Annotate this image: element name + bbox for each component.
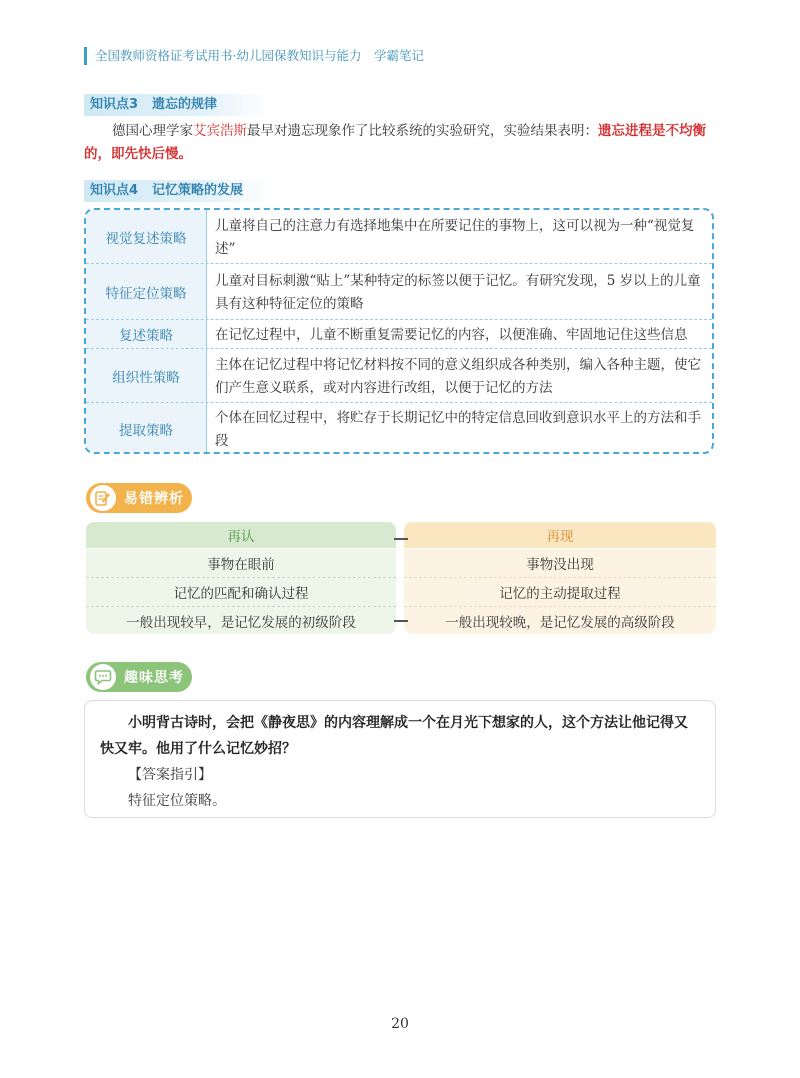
fun-question: 小明背古诗时，会把《静夜思》的内容理解成一个在月光下想家的人，这个方法让他记得又快又牢。他用了什么记忆妙招？ — [100, 715, 688, 757]
kp3-text-1: 德国心理学家 — [112, 123, 193, 139]
strategy-desc: 主体在记忆过程中将记忆材料按不同的意义组织成各种类别，编入各种主题，使它们产生意义联系，或对内容进行改组，以便于记忆的方法 — [206, 349, 712, 402]
kp3-paragraph — [84, 120, 716, 166]
strategy-desc: 在记忆过程中，儿童不断重复需要记忆的内容，以便准确、牢固地记住这些信息 — [206, 320, 712, 348]
kp3-number: 知识点3 — [90, 97, 139, 112]
kp4-number: 知识点4 — [90, 183, 139, 198]
speech-bubble-icon — [90, 664, 116, 690]
compare-connector — [394, 538, 408, 540]
strategy-row — [86, 320, 712, 348]
strategy-row — [86, 403, 712, 454]
kp3-heading — [84, 94, 270, 116]
notepad-pencil-icon — [90, 485, 116, 511]
recall-header: 再现 — [404, 522, 716, 548]
running-header: 全国教师资格证考试用书·幼儿园保教知识与能力 学霸笔记 — [84, 47, 424, 65]
recognition-header: 再认 — [86, 522, 396, 548]
strategy-name: 复述策略 — [86, 320, 206, 348]
strategy-desc: 儿童将自己的注意力有选择地集中在所要记住的事物上，这可以视为一种“视觉复述” — [206, 210, 712, 263]
fun-thinking-label: 趣味思考 — [124, 670, 184, 686]
strategy-name: 提取策略 — [86, 403, 206, 454]
kp3-title: 遗忘的规律 — [152, 97, 218, 112]
recognition-cell: 记忆的匹配和确认过程 — [86, 578, 396, 606]
strategy-name: 特征定位策略 — [86, 264, 206, 319]
fun-thinking-badge — [86, 662, 192, 692]
strategy-desc: 儿童对目标刺激“贴上”某种特定的标签以便于记忆。有研究发现，5 岁以上的儿童具有这种特征定位的策略 — [206, 264, 712, 319]
recall-cell: 事物没出现 — [404, 549, 716, 577]
recognition-cell: 一般出现较早，是记忆发展的初级阶段 — [86, 607, 396, 634]
strategy-name: 视觉复述策略 — [86, 210, 206, 263]
kp3-text-2: 最早对遗忘现象作了比较系统的实验研究，实验结果表明： — [247, 123, 598, 139]
kp3-name-highlight: 艾宾浩斯 — [193, 123, 247, 139]
recognition-cell: 事物在眼前 — [86, 549, 396, 577]
recognition-column — [86, 522, 396, 634]
strategy-name: 组织性策略 — [86, 349, 206, 402]
answer-text: 特征定位策略。 — [128, 793, 226, 809]
page-number: 20 — [391, 1016, 409, 1032]
recall-cell: 记忆的主动提取过程 — [404, 578, 716, 606]
mistakes-label: 易错辨析 — [124, 491, 184, 507]
kp3-conclusion: 遗忘进程是不均衡的，即先快后慢。 — [84, 123, 706, 162]
strategy-row — [86, 264, 712, 319]
strategy-row — [86, 349, 712, 402]
strategy-desc: 个体在回忆过程中，将贮存于长期记忆中的特定信息回收到意识水平上的方法和手段 — [206, 403, 712, 454]
kp4-heading — [84, 180, 270, 202]
strategy-row — [86, 210, 712, 263]
recall-column — [404, 522, 716, 634]
answer-label: 【答案指引】 — [128, 767, 212, 783]
kp4-title: 记忆策略的发展 — [152, 183, 244, 198]
strategy-table — [84, 208, 714, 454]
mistakes-badge — [86, 483, 192, 513]
compare-connector — [394, 620, 408, 622]
recall-cell: 一般出现较晚，是记忆发展的高级阶段 — [404, 607, 716, 634]
